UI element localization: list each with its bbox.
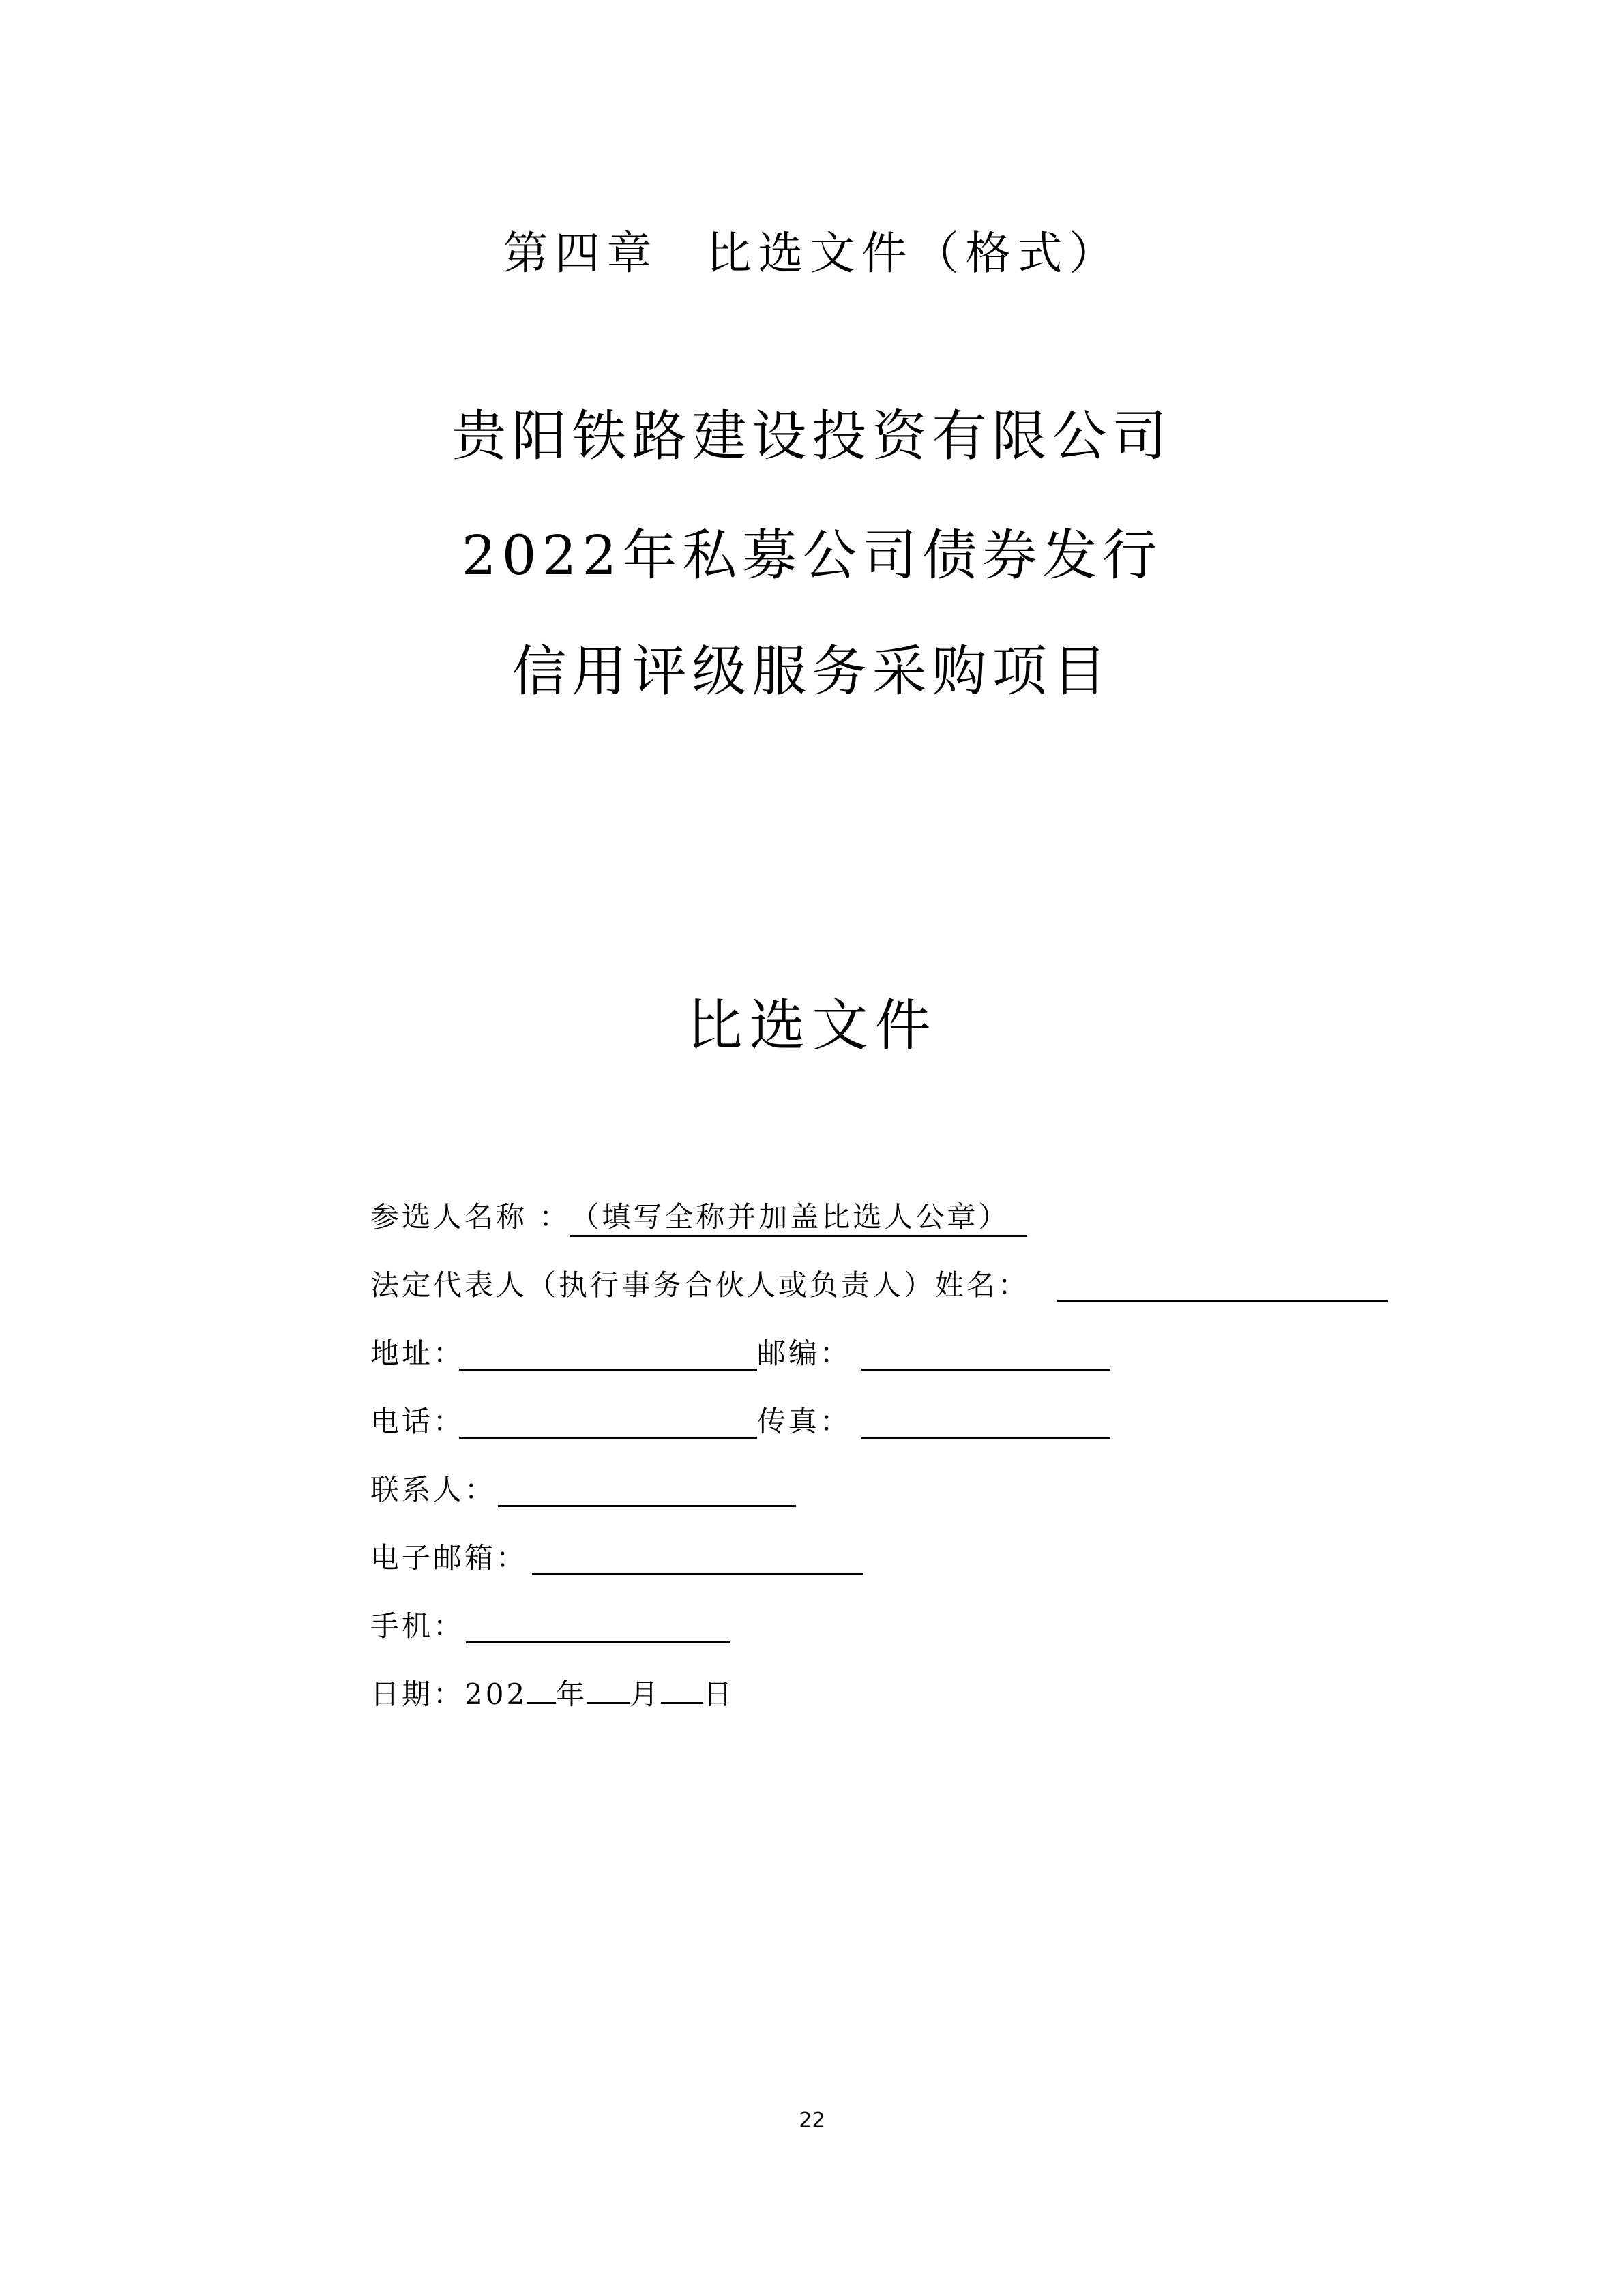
email-row (370, 1538, 527, 1579)
fax-field[interactable] (861, 1437, 1110, 1439)
contact-label: 联系人： (370, 1473, 497, 1506)
chapter-title: 比选文件（格式） (706, 227, 1121, 280)
mobile-field[interactable] (466, 1641, 730, 1643)
date-row (370, 1674, 735, 1715)
email-label: 电子邮箱： (370, 1541, 528, 1575)
page-number: 22 (799, 2108, 825, 2132)
address-label: 地址： (370, 1337, 465, 1370)
document-title: 比选文件 (686, 994, 938, 1058)
project-title-line-3: 信用评级服务采购项目 (512, 640, 1112, 703)
mobile-label: 手机： (370, 1609, 465, 1643)
date-month-unit: 月 (630, 1678, 662, 1711)
participant-name-field[interactable]: （填写全称并加盖比选人公章） (570, 1199, 1027, 1237)
legal-rep-row (370, 1265, 1029, 1306)
participant-name-label: 参选人名称 ： (370, 1200, 571, 1234)
contact-field[interactable] (498, 1505, 796, 1507)
phone-row (370, 1401, 464, 1442)
date-day-field[interactable] (661, 1675, 703, 1704)
legal-rep-label: 法定代表人（执行事务合伙人或负责人）姓名： (370, 1268, 1030, 1302)
date-year-unit: 年 (556, 1678, 588, 1711)
fax-label: 传真： (757, 1405, 852, 1438)
date-day-unit: 日 (703, 1678, 735, 1711)
phone-label: 电话： (370, 1405, 465, 1438)
project-title-line-1: 贵阳铁路建设投资有限公司 (452, 404, 1172, 468)
address-field[interactable] (459, 1369, 757, 1371)
postcode-row (757, 1333, 851, 1374)
legal-rep-field[interactable] (1057, 1300, 1388, 1302)
chapter-heading (0, 226, 1624, 281)
email-field[interactable] (532, 1573, 863, 1575)
date-label: 日期： (370, 1678, 465, 1711)
postcode-label: 邮编： (757, 1337, 852, 1370)
participant-name-row (370, 1197, 1027, 1238)
fax-row (757, 1401, 851, 1442)
phone-field[interactable] (459, 1437, 757, 1439)
postcode-field[interactable] (861, 1369, 1110, 1371)
chapter-label: 第四章 (503, 227, 659, 280)
date-month-field[interactable] (587, 1675, 630, 1704)
date-year-field[interactable] (527, 1675, 556, 1704)
address-row (370, 1333, 464, 1374)
project-title-line-2: 2022年私募公司债券发行 (461, 524, 1163, 587)
contact-row (370, 1470, 496, 1510)
mobile-row (370, 1606, 464, 1647)
date-year-prefix: 202 (464, 1678, 528, 1711)
